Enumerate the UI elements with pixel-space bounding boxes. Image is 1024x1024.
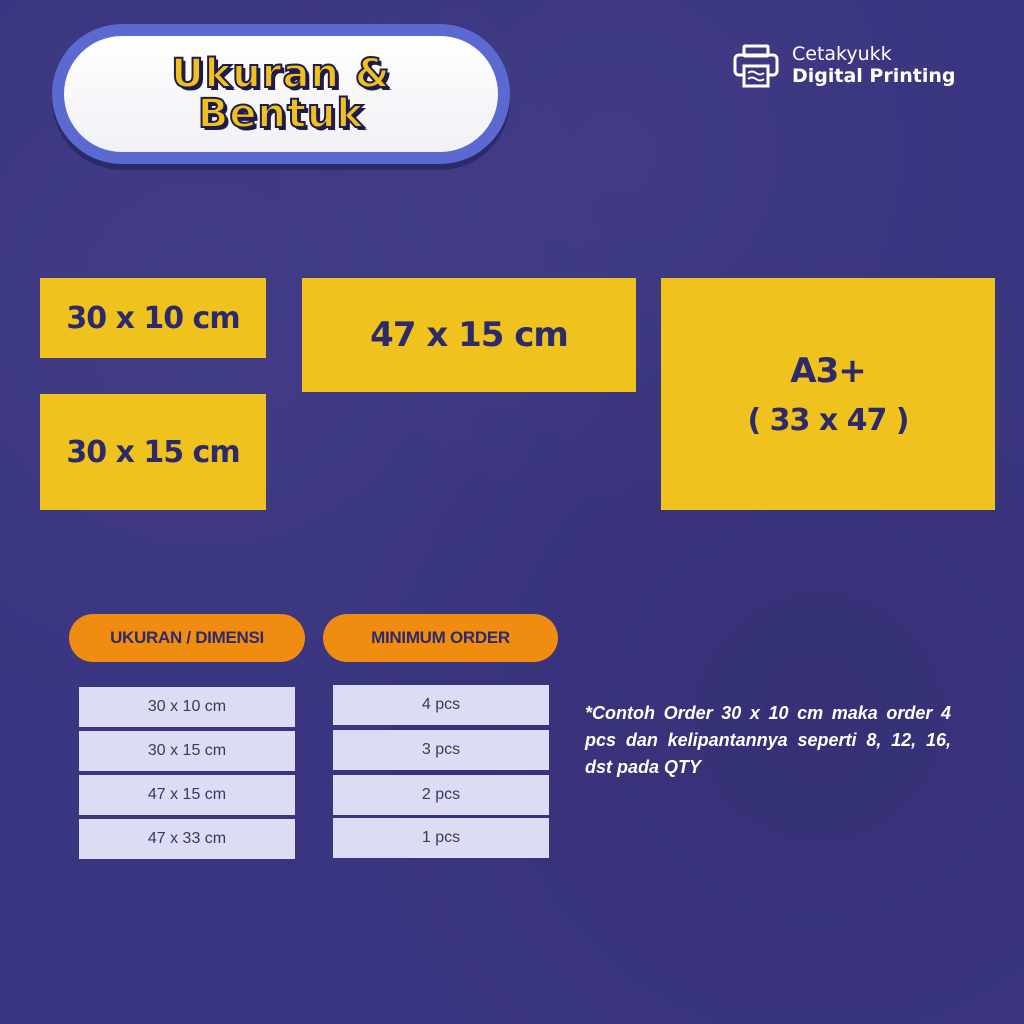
size-box-a3-plus xyxy=(661,278,995,510)
size-sublabel: ( 33 x 47 ) xyxy=(747,402,909,438)
size-label: A3+ xyxy=(790,350,866,391)
size-box-47x15 xyxy=(302,278,636,392)
size-label: 30 x 10 cm xyxy=(66,300,240,336)
brand-name: Cetakyukk xyxy=(792,43,892,65)
table-cell-size: 47 x 15 cm xyxy=(79,775,295,815)
size-box-30x10 xyxy=(40,278,266,358)
title-line-2: Bentuk xyxy=(197,91,365,137)
brand-logo xyxy=(732,42,956,90)
table-cell-min-order: 1 pcs xyxy=(333,818,549,858)
table-cell-size: 30 x 15 cm xyxy=(79,731,295,771)
table-cell-min-order: 2 pcs xyxy=(333,775,549,815)
header-minimum-order: MINIMUM ORDER xyxy=(323,614,558,662)
size-box-30x15 xyxy=(40,394,266,510)
brand-subtitle: Digital Printing xyxy=(792,65,956,87)
table-cell-min-order: 4 pcs xyxy=(333,685,549,725)
title-line-1: Ukuran & xyxy=(171,51,391,97)
table-cell-size: 30 x 10 cm xyxy=(79,687,295,727)
size-label: 30 x 15 cm xyxy=(66,434,240,470)
table-cell-min-order: 3 pcs xyxy=(333,730,549,770)
title-pill xyxy=(64,36,498,152)
table-cell-size: 47 x 33 cm xyxy=(79,819,295,859)
printer-icon xyxy=(732,42,780,90)
header-size-dimension: UKURAN / DIMENSI xyxy=(69,614,305,662)
order-note: *Contoh Order 30 x 10 cm maka order 4 pcs dan kelipantannya seperti 8, 12, 16, dst pada QTY xyxy=(585,703,951,777)
size-label: 47 x 15 cm xyxy=(370,315,568,355)
